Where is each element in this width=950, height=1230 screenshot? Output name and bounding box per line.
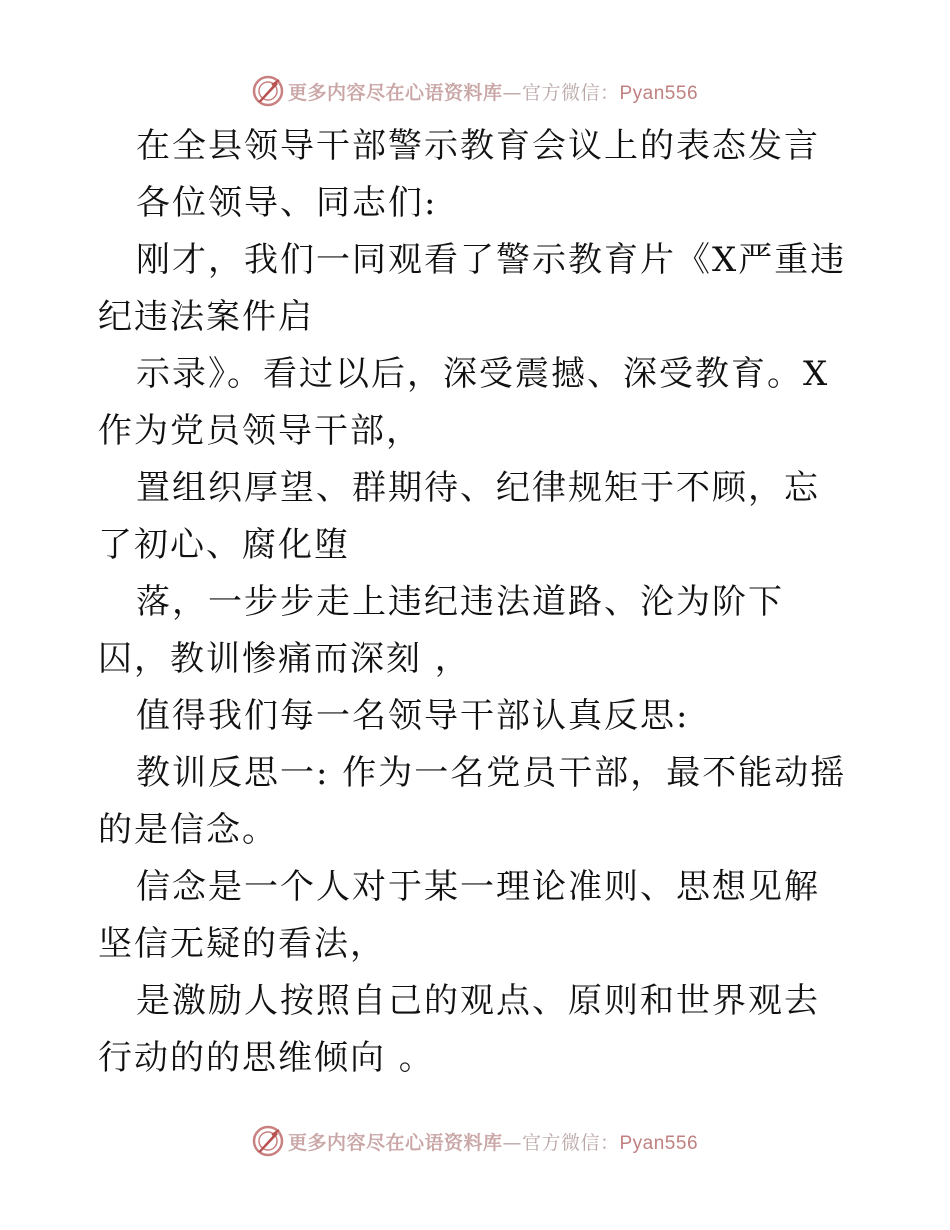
watermark-footer (0, 1121, 950, 1161)
feather-pen-logo-icon (252, 75, 284, 107)
paragraph: 是激励人按照自己的观点、原则和世界观去行动的的思维倾向 。 (98, 981, 820, 1078)
watermark-text: 更多内容尽在心语资料库—官方微信：Pyan556 (287, 81, 699, 104)
paragraph: 示录》。看过以后，深受震撼、深受教育。X作为党员领导干部， (98, 354, 830, 451)
feather-pen-logo-icon (252, 1125, 284, 1157)
document-title: 在全县领导干部警示教育会议上的表态发言 (136, 126, 820, 166)
watermark-header (0, 71, 950, 111)
paragraph: 教训反思一: 作为一名党员干部，最不能动摇的是信念。 (98, 753, 847, 850)
paragraph: 刚才，我们一同观看了警示教育片《X严重违纪违法案件启 (98, 240, 847, 337)
watermark-text: 更多内容尽在心语资料库—官方微信：Pyan556 (287, 1131, 699, 1154)
paragraph: 置组织厚望、群期待、纪律规矩于不顾，忘了初心、腐化堕 (98, 468, 820, 565)
paragraph: 信念是一个人对于某一理论准则、思想见解坚信无疑的看法， (98, 867, 820, 964)
paragraph: 值得我们每一名领导干部认真反思: (136, 696, 690, 736)
salutation: 各位领导、同志们: (136, 183, 438, 223)
paragraph: 落，一步步走上违纪违法道路、沦为阶下囚，教训惨痛而深刻 ， (98, 582, 784, 679)
document-body (0, 118, 950, 1087)
